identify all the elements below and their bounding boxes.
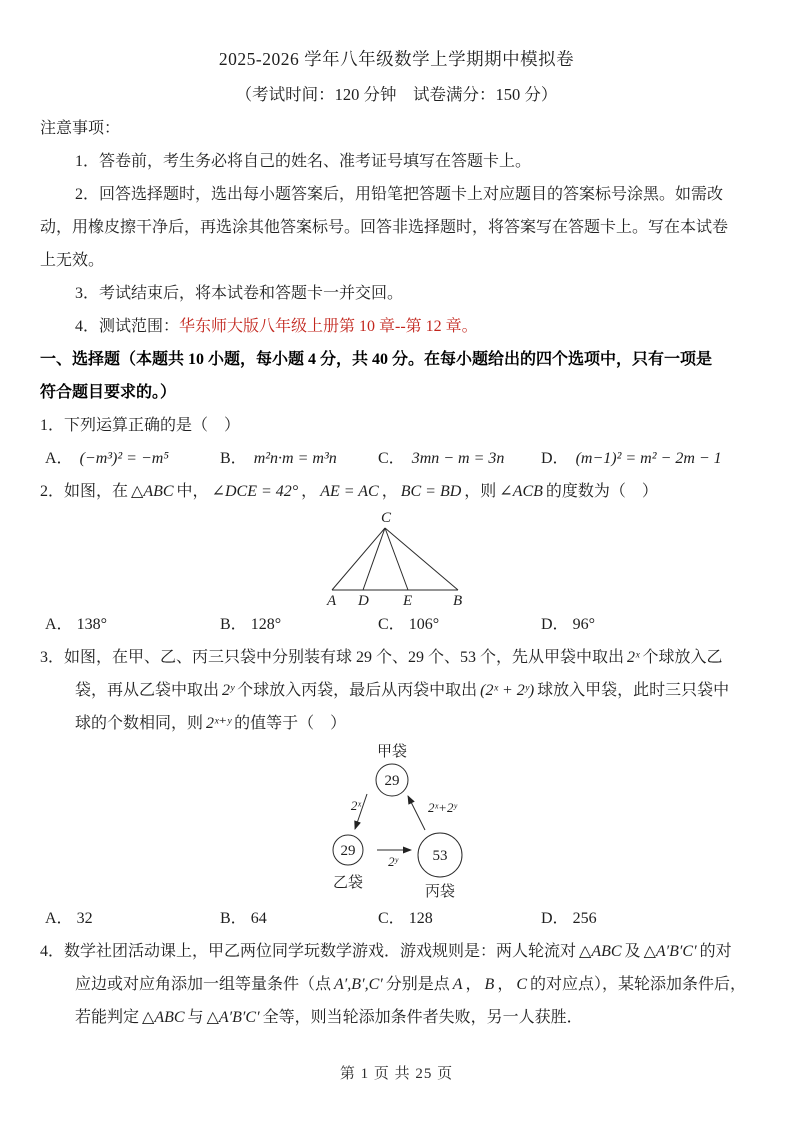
q3-option-b: B． 64 bbox=[220, 910, 267, 927]
note-item-2-line-3: 上无效。 bbox=[40, 252, 105, 269]
question-4-line-1: 4．数学社团活动课上，甲乙两位同学玩数学游戏．游戏规则是：两人轮流对 △ABC 及 △A′B′C′ 的对 bbox=[40, 943, 732, 960]
note-item-3: 3．考试结束后，将本试卷和答题卡一并交回。 bbox=[75, 285, 404, 302]
q3-option-d: D． 256 bbox=[541, 910, 597, 927]
note-item-4-label: 4．测试范围： bbox=[75, 318, 180, 335]
note-item-4-scope: 华东师大版八年级上册第 10 章--第 12 章。 bbox=[179, 318, 478, 335]
vertex-label-a: A bbox=[327, 593, 337, 608]
vertex-label-c: C bbox=[381, 510, 392, 526]
note-item-2-line-1: 2．回答选择题时，选出每小题答案后，用铅笔把答题卡上对应题目的答案标号涂黑。如需改 bbox=[75, 186, 724, 203]
bag-count-yi: 29 bbox=[340, 843, 356, 859]
question-3-line-2: 袋，再从乙袋中取出 2ʸ 个球放入丙袋，最后从丙袋中取出 (2ˣ + 2ʸ) 球放入甲袋，此时三只袋中 bbox=[75, 682, 730, 699]
vertex-label-b: B bbox=[453, 593, 463, 608]
question-4-line-3: 若能判定 △ABC 与 △A′B′C′ 全等，则当轮添加条件者失败，另一人获胜． bbox=[75, 1009, 583, 1026]
section-heading-line-1: 一、选择题（本题共 10 小题，每小题 4 分，共 40 分。在每小题给出的四个选项中，只有一项是 bbox=[40, 351, 713, 368]
question-3-options bbox=[40, 902, 753, 935]
q1-option-b: B． m²n·m = m³n bbox=[220, 450, 337, 467]
note-item-1: 1．答卷前，考生务必将自己的姓名、准考证号填写在答题卡上。 bbox=[75, 153, 532, 170]
question-3-line-1: 3．如图，在甲、乙、丙三只袋中分别装有球 29 个、29 个、53 个，先从甲袋中取出 2ˣ 个球放入乙 bbox=[40, 649, 723, 666]
triangle-figure bbox=[40, 508, 753, 608]
bag-label-jia: 甲袋 bbox=[376, 744, 408, 760]
q1-option-d: D． (m−1)² = m² − 2m − 1 bbox=[541, 450, 722, 467]
q3-option-c: C． 128 bbox=[378, 910, 433, 927]
question-1-options bbox=[40, 442, 753, 475]
q1-option-a: A． (−m³)² = −m⁵ bbox=[45, 450, 169, 467]
question-1-stem: 1．下列运算正确的是（ ） bbox=[40, 417, 241, 434]
q2-option-d: D． 96° bbox=[541, 616, 595, 633]
triangle-figure-svg bbox=[300, 508, 490, 608]
bag-count-bing: 53 bbox=[432, 848, 448, 864]
vertex-label-d: D bbox=[358, 593, 369, 608]
note-item-2-line-2: 动，用橡皮擦干净后，再选涂其他答案标号。回答非选择题时，将答案写在答题卡上。写在本试卷 bbox=[40, 219, 729, 236]
bag-count-jia: 29 bbox=[384, 773, 400, 789]
q1-option-c: C． 3mn − m = 3n bbox=[378, 450, 505, 467]
bag-flow-figure-svg bbox=[323, 740, 533, 902]
exam-info: （考试时间：120 分钟 试卷满分：150 分） bbox=[235, 85, 558, 104]
vertex-label-e: E bbox=[403, 593, 413, 608]
bag-label-yi: 乙袋 bbox=[332, 875, 364, 891]
bag-label-bing: 丙袋 bbox=[424, 884, 456, 900]
question-2-options bbox=[40, 608, 753, 641]
notes-heading: 注意事项： bbox=[40, 120, 121, 137]
transfer-label-2x-plus-2y: 2ˣ+2ʸ bbox=[428, 800, 457, 815]
question-2-stem: 2．如图，在 △ABC 中， ∠DCE = 42° ， AE = AC ， BC = BD ，则 ∠ACB 的度数为（ ） bbox=[40, 483, 658, 500]
note-item-4 bbox=[40, 310, 753, 343]
q2-option-c: C． 106° bbox=[378, 616, 440, 633]
section-heading-line-2: 符合题目要求的。） bbox=[40, 384, 177, 401]
transfer-label-2y: 2ʸ bbox=[388, 854, 398, 869]
question-3-line-3: 球的个数相同，则 2ˣ⁺ʸ 的值等于（ ） bbox=[75, 715, 347, 732]
transfer-label-2x: 2ˣ bbox=[350, 798, 361, 813]
q2-option-b: B． 128° bbox=[220, 616, 282, 633]
page-title: 2025-2026 学年八年级数学上学期期中模拟卷 bbox=[218, 49, 575, 69]
bag-flow-figure bbox=[40, 740, 753, 902]
page-number: 第 1 页 共 25 页 bbox=[339, 1066, 454, 1082]
q3-option-a: A． 32 bbox=[45, 910, 93, 927]
q2-option-a: A． 138° bbox=[45, 616, 107, 633]
question-4-line-2: 应边或对应角添加一组等量条件（点 A′,B′,C′ 分别是点 A ， B ， C 的对应点），某轮添加条件后， bbox=[75, 976, 747, 993]
